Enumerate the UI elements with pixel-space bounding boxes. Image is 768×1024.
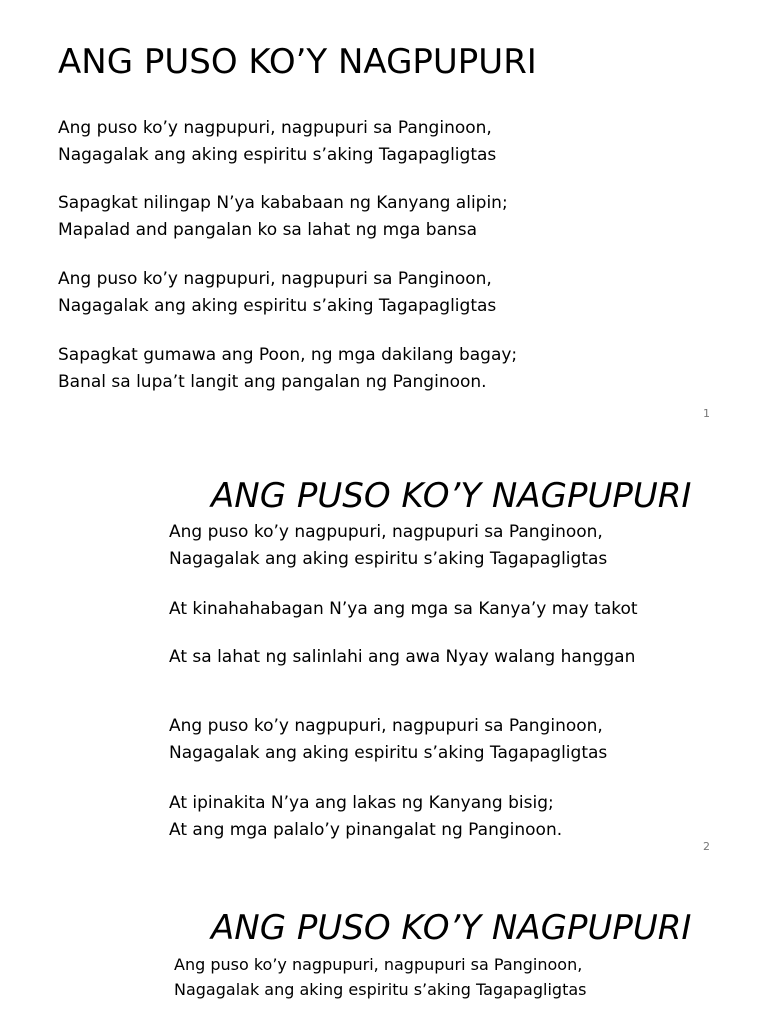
lyric-line: Ang puso ko’y nagpupuri, nagpupuri sa Panginoon, xyxy=(174,955,583,974)
page-number: 1 xyxy=(703,407,710,420)
lyric-line: Ang puso ko’y nagpupuri, nagpupuri sa Panginoon, xyxy=(58,118,492,138)
lyric-line: Nagagalak ang aking espiritu s’aking Tagapagligtas xyxy=(174,980,587,999)
page-number: 2 xyxy=(703,840,710,853)
lyric-line: At ipinakita N’ya ang lakas ng Kanyang bisig; xyxy=(169,793,554,813)
slide-title: ANG PUSO KO’Y NAGPUPURI xyxy=(58,42,537,82)
slide-2 xyxy=(0,432,768,862)
lyric-line: Nagagalak ang aking espiritu s’aking Tagapagligtas xyxy=(169,743,608,763)
lyric-line: Nagagalak ang aking espiritu s’aking Tagapagligtas xyxy=(58,145,497,165)
lyric-line: Ang puso ko’y nagpupuri, nagpupuri sa Panginoon, xyxy=(169,716,603,736)
lyric-line: Ang puso ko’y nagpupuri, nagpupuri sa Panginoon, xyxy=(58,269,492,289)
slide-3 xyxy=(0,862,768,1024)
lyric-line: At sa lahat ng salinlahi ang awa Nyay walang hanggan xyxy=(169,647,636,667)
lyric-line: At ang mga palalo’y pinangalat ng Panginoon. xyxy=(169,820,563,840)
lyric-line: Banal sa lupa’t langit ang pangalan ng Panginoon. xyxy=(58,372,487,392)
lyric-line: Ang puso ko’y nagpupuri, nagpupuri sa Panginoon, xyxy=(169,522,603,542)
lyric-line: At kinahahabagan N’ya ang mga sa Kanya’y may takot xyxy=(169,599,638,619)
lyric-line: Nagagalak ang aking espiritu s’aking Tagapagligtas xyxy=(58,296,497,316)
lyric-line: Sapagkat gumawa ang Poon, ng mga dakilang bagay; xyxy=(58,345,518,365)
slide-title: ANG PUSO KO’Y NAGPUPURI xyxy=(211,476,692,516)
lyric-line: Sapagkat nilingap N’ya kababaan ng Kanyang alipin; xyxy=(58,193,508,213)
lyric-line: Mapalad and pangalan ko sa lahat ng mga bansa xyxy=(58,220,478,240)
lyric-line: Nagagalak ang aking espiritu s’aking Tagapagligtas xyxy=(169,549,608,569)
slide-1 xyxy=(0,0,768,432)
slide-title: ANG PUSO KO’Y NAGPUPURI xyxy=(211,908,692,948)
